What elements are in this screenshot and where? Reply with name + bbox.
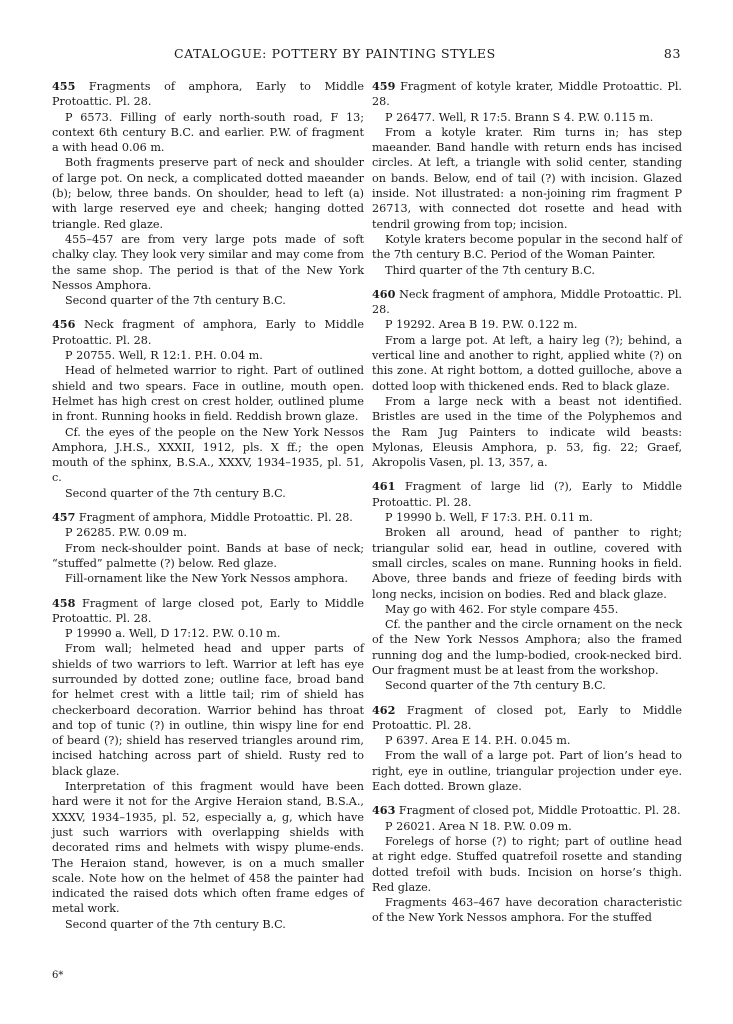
- entry-paragraph: Cf. the eyes of the people on the New York Nessos Amphora, J.H.S., XXXII, 1912, pls. X ff.; the open mouth of the sphinx, B.S.A., XXXV, 1934–1935, pl. 51, c.: [52, 425, 364, 485]
- catalogue-entry-456: [52, 317, 364, 501]
- catalogue-entry-460: [372, 287, 682, 471]
- entry-number: 463: [372, 803, 396, 818]
- entry-reference: P 6573. Filling of early north-south road, F 13; context 6th century B.C. and earlier. P.W. of fragment a with head 0.06 m.: [52, 110, 364, 155]
- entry-heading: [372, 479, 682, 510]
- catalogue-entry-458: [52, 596, 364, 933]
- entry-paragraph: Cf. the panther and the circle ornament on the neck of the New York Nessos Amphora; also the framed running dog and the lump-bodied, crook-necked bird. Our fragment must be at least from the workshop.: [372, 618, 682, 677]
- entry-paragraph: From wall; helmeted head and upper parts of shields of two warriors to left. Warrior at left has eye surrounded by dotted zone; outline face, broad band for helmet crest with a little tail; rim of shield has checkerboard decoration. Warrior behind has throat and top of tunic (?) in outline, thin wispy line for end of beard (?); shield has reserved triangles around rim, incised hatching across part of shield. Rusty red to black glaze.: [52, 642, 364, 778]
- entry-title: Fragment of amphora, Middle Protoattic. Pl. 28.: [75, 511, 353, 525]
- entry-heading: [372, 79, 682, 110]
- entry-number: 455: [52, 79, 76, 93]
- entry-number: 460: [372, 286, 396, 301]
- running-title: CATALOGUE: POTTERY BY PAINTING STYLES: [174, 46, 496, 61]
- entry-title: Fragment of closed pot, Middle Protoattic. Pl. 28.: [395, 804, 681, 818]
- entry-paragraph: From neck-shoulder point. Bands at base of neck; “stuffed” palmette (?) below. Red glaze.: [52, 541, 364, 570]
- entry-paragraph: Forelegs of horse (?) to right; part of outline head at right edge. Stuffed quatrefoil rosette and standing dotted trefoil with buds. Incision on horse’s thigh. Red glaze.: [372, 834, 682, 894]
- entry-title: Fragment of large lid (?), Early to Middle Protoattic. Pl. 28.: [372, 480, 682, 509]
- entry-paragraph: Both fragments preserve part of neck and shoulder of large pot. On neck, a complicated dotted maeander (b); below, three bands. On shoulder, head to left (a) with large reserved eye and cheek; hanging dotted triangle. Red glaze.: [52, 156, 364, 231]
- entry-paragraph: From the wall of a large pot. Part of lion’s head to right, eye in outline, triangular projection under eye. Each dotted. Brown glaze.: [372, 749, 682, 794]
- entry-reference: P 20755. Well, R 12:1. P.H. 0.04 m.: [65, 349, 263, 363]
- entry-reference: P 26021. Area N 18. P.W. 0.09 m.: [385, 819, 572, 833]
- entry-title: Fragment of kotyle krater, Middle Protoattic. Pl. 28.: [372, 80, 682, 109]
- entry-heading: [372, 287, 682, 318]
- entry-paragraph: Third quarter of the 7th century B.C.: [385, 263, 595, 277]
- entry-heading: [372, 703, 682, 734]
- entry-paragraph: From a kotyle krater. Rim turns in; has step maeander. Band handle with return ends has incised circles. At left, a triangle with solid center, standing on bands. Below, end of tail (?) with incision. Glazed inside. Not illustrated: a non-joining rim fragment P 26713, with connected dot rosette and head with tendril growing from top; incision.: [372, 125, 682, 231]
- entry-paragraph: Second quarter of the 7th century B.C.: [65, 294, 286, 308]
- entry-title: Fragment of large closed pot, Early to Middle Protoattic. Pl. 28.: [52, 596, 364, 625]
- page-number: 83: [663, 46, 681, 61]
- entry-paragraph: Second quarter of the 7th century B.C.: [385, 679, 606, 693]
- catalogue-entry-455: [52, 79, 364, 308]
- entry-heading: [52, 317, 364, 348]
- entry-paragraph: From a large neck with a beast not identified. Bristles are used in the time of the Polyphemos and the Ram Jug Painters to indicate wild beasts: Mylonas, Eleusis Amphora, p. 53, fig. 22; Graef, Akropolis Vasen, pl. 13, 357, a.: [372, 394, 682, 470]
- entry-reference: P 26285. P.W. 0.09 m.: [65, 526, 187, 540]
- entry-title: Neck fragment of amphora, Middle Protoattic. Pl. 28.: [372, 287, 682, 317]
- entry-title: Fragment of closed pot, Early to Middle Protoattic. Pl. 28.: [372, 703, 682, 732]
- entry-paragraph: Fragments 463–467 have decoration characteristic of the New York Nessos amphora. For the stuffed: [372, 896, 682, 925]
- entry-title: Fragments of amphora, Early to Middle Protoattic. Pl. 28.: [52, 80, 364, 109]
- catalogue-entry-463: [372, 803, 682, 925]
- entry-heading: [372, 803, 682, 818]
- entry-paragraph: Interpretation of this fragment would have been hard were it not for the Argive Heraion stand, B.S.A., XXXV, 1934–1935, pl. 52, especially a, g, which have just such warriors with overlapping shields with decorated rims and helmets with wispy plume-ends. The Heraion stand, however, is on a much smaller scale. Note how on the helmet of 458 the painter had indicated the raised dots which often frame edges of metal work.: [52, 780, 364, 916]
- entry-paragraph: From a large pot. At left, a hairy leg (?); behind, a vertical line and another to right, applied white (?) on this zone. At right bottom, a dotted guilloche, above a dotted loop with thickened ends. Red to black glaze.: [372, 333, 682, 393]
- entry-title: Neck fragment of amphora, Early to Middle Protoattic. Pl. 28.: [52, 318, 364, 347]
- left-column: [52, 79, 364, 941]
- entry-number: 456: [52, 317, 76, 332]
- catalogue-entry-457: [52, 510, 364, 586]
- entry-reference: P 19990 b. Well, F 17:3. P.H. 0.11 m.: [385, 511, 593, 525]
- entry-reference: P 26477. Well, R 17:5. Brann S 4. P.W. 0.115 m.: [385, 110, 654, 124]
- entry-paragraph: Kotyle kraters become popular in the second half of the 7th century B.C. Period of the Woman Painter.: [372, 232, 682, 262]
- entry-reference: P 19292. Area B 19. P.W. 0.122 m.: [385, 318, 578, 332]
- catalogue-entry-462: [372, 703, 682, 795]
- entry-number: 461: [372, 479, 396, 494]
- entry-paragraph: 455–457 are from very large pots made of soft chalky clay. They look very similar and may come from the same shop. The period is that of the New York Nessos Amphora.: [52, 232, 364, 292]
- entry-number: 459: [372, 79, 396, 93]
- running-header: [52, 46, 681, 64]
- entry-heading: [52, 596, 364, 627]
- catalogue-entry-459: [372, 79, 682, 278]
- entry-reference: P 19990 a. Well, D 17:12. P.W. 0.10 m.: [65, 627, 281, 641]
- entry-paragraph: Second quarter of the 7th century B.C.: [65, 917, 286, 931]
- entry-number: 462: [372, 702, 396, 717]
- entry-paragraph: Fill-ornament like the New York Nessos amphora.: [65, 572, 348, 586]
- entry-paragraph: Head of helmeted warrior to right. Part of outlined shield and two spears. Face in outline, mouth open. Helmet has high crest on crest holder, outlined plume in front. Running hooks in field. Reddish brown glaze.: [52, 364, 364, 424]
- signature-mark: 6*: [52, 970, 64, 981]
- catalogue-entry-461: [372, 479, 682, 693]
- entry-paragraph: Broken all around, head of panther to right; triangular solid ear, head in outline, covered with small circles, scales on mane. Running hooks in field. Above, three bands and frieze of feeding birds with long necks, incision on bodies. Red and black glaze.: [372, 526, 682, 601]
- entry-paragraph: Second quarter of the 7th century B.C.: [65, 486, 286, 500]
- right-column: [372, 79, 682, 935]
- entry-number: 458: [52, 595, 76, 610]
- entry-reference: P 6397. Area E 14. P.H. 0.045 m.: [385, 734, 571, 748]
- entry-heading: [52, 510, 364, 525]
- entry-paragraph: May go with 462. For style compare 455.: [385, 602, 619, 616]
- entry-number: 457: [52, 510, 76, 525]
- entry-heading: [52, 79, 364, 110]
